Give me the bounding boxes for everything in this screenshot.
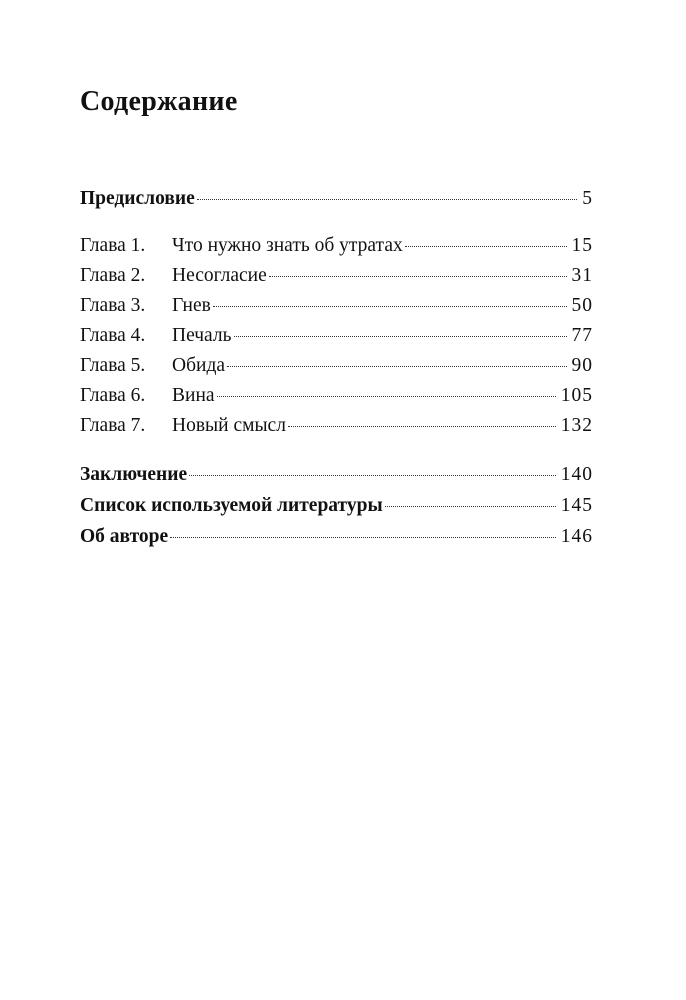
- page-number: 15: [571, 235, 593, 256]
- dot-leader: [213, 305, 567, 307]
- page-number: 90: [571, 355, 593, 376]
- toc-entry-chapter-5: [80, 352, 593, 380]
- page-number: 50: [571, 295, 593, 316]
- entry-title: Список используемой литературы: [80, 495, 383, 516]
- page-number: 132: [560, 415, 593, 436]
- dot-leader: [217, 395, 556, 397]
- dot-leader: [288, 425, 556, 427]
- toc-entry-chapter-7: [80, 412, 593, 440]
- toc-entry-chapter-4: [80, 322, 593, 350]
- chapter-label: Глава 7.: [80, 415, 146, 436]
- toc-entry-about-author: [80, 523, 593, 551]
- toc-entry-chapter-3: [80, 292, 593, 320]
- dot-leader: [269, 275, 567, 277]
- chapter-title: Обида: [172, 355, 226, 376]
- page-number: 77: [571, 325, 593, 346]
- entry-title: Заключение: [80, 464, 188, 485]
- dot-leader: [189, 474, 556, 476]
- entry-title: Об авторе: [80, 526, 169, 547]
- dot-leader: [234, 335, 567, 337]
- toc-entry-chapter-2: [80, 262, 593, 290]
- dot-leader: [227, 365, 566, 367]
- toc-entry-preface: [80, 185, 593, 213]
- chapter-label: Глава 1.: [80, 235, 146, 256]
- page-number: 31: [571, 265, 593, 286]
- toc-entry-chapter-6: [80, 382, 593, 410]
- chapter-label: Глава 6.: [80, 385, 146, 406]
- contents-heading: Содержание: [80, 86, 238, 117]
- chapter-title: Печаль: [172, 325, 232, 346]
- dot-leader: [197, 198, 577, 200]
- chapter-label: Глава 4.: [80, 325, 146, 346]
- page-number: 140: [560, 464, 593, 485]
- chapter-label: Глава 5.: [80, 355, 146, 376]
- page-number: 5: [582, 188, 593, 209]
- page-number: 145: [560, 495, 593, 516]
- chapter-label: Глава 3.: [80, 295, 146, 316]
- toc-entry-bibliography: [80, 492, 593, 520]
- entry-title: Предисловие: [80, 188, 195, 209]
- chapter-title: Несогласие: [172, 265, 267, 286]
- toc-entry-chapter-1: [80, 232, 593, 260]
- dot-leader: [405, 245, 567, 247]
- chapter-label: Глава 2.: [80, 265, 146, 286]
- chapter-title: Гнев: [172, 295, 211, 316]
- chapter-title: Вина: [172, 385, 215, 406]
- dot-leader: [385, 505, 556, 507]
- chapter-title: Что нужно знать об утратах: [172, 235, 403, 256]
- dot-leader: [170, 536, 556, 538]
- page-number: 146: [560, 526, 593, 547]
- chapter-title: Новый смысл: [172, 415, 286, 436]
- toc-entry-conclusion: [80, 461, 593, 489]
- page-number: 105: [560, 385, 593, 406]
